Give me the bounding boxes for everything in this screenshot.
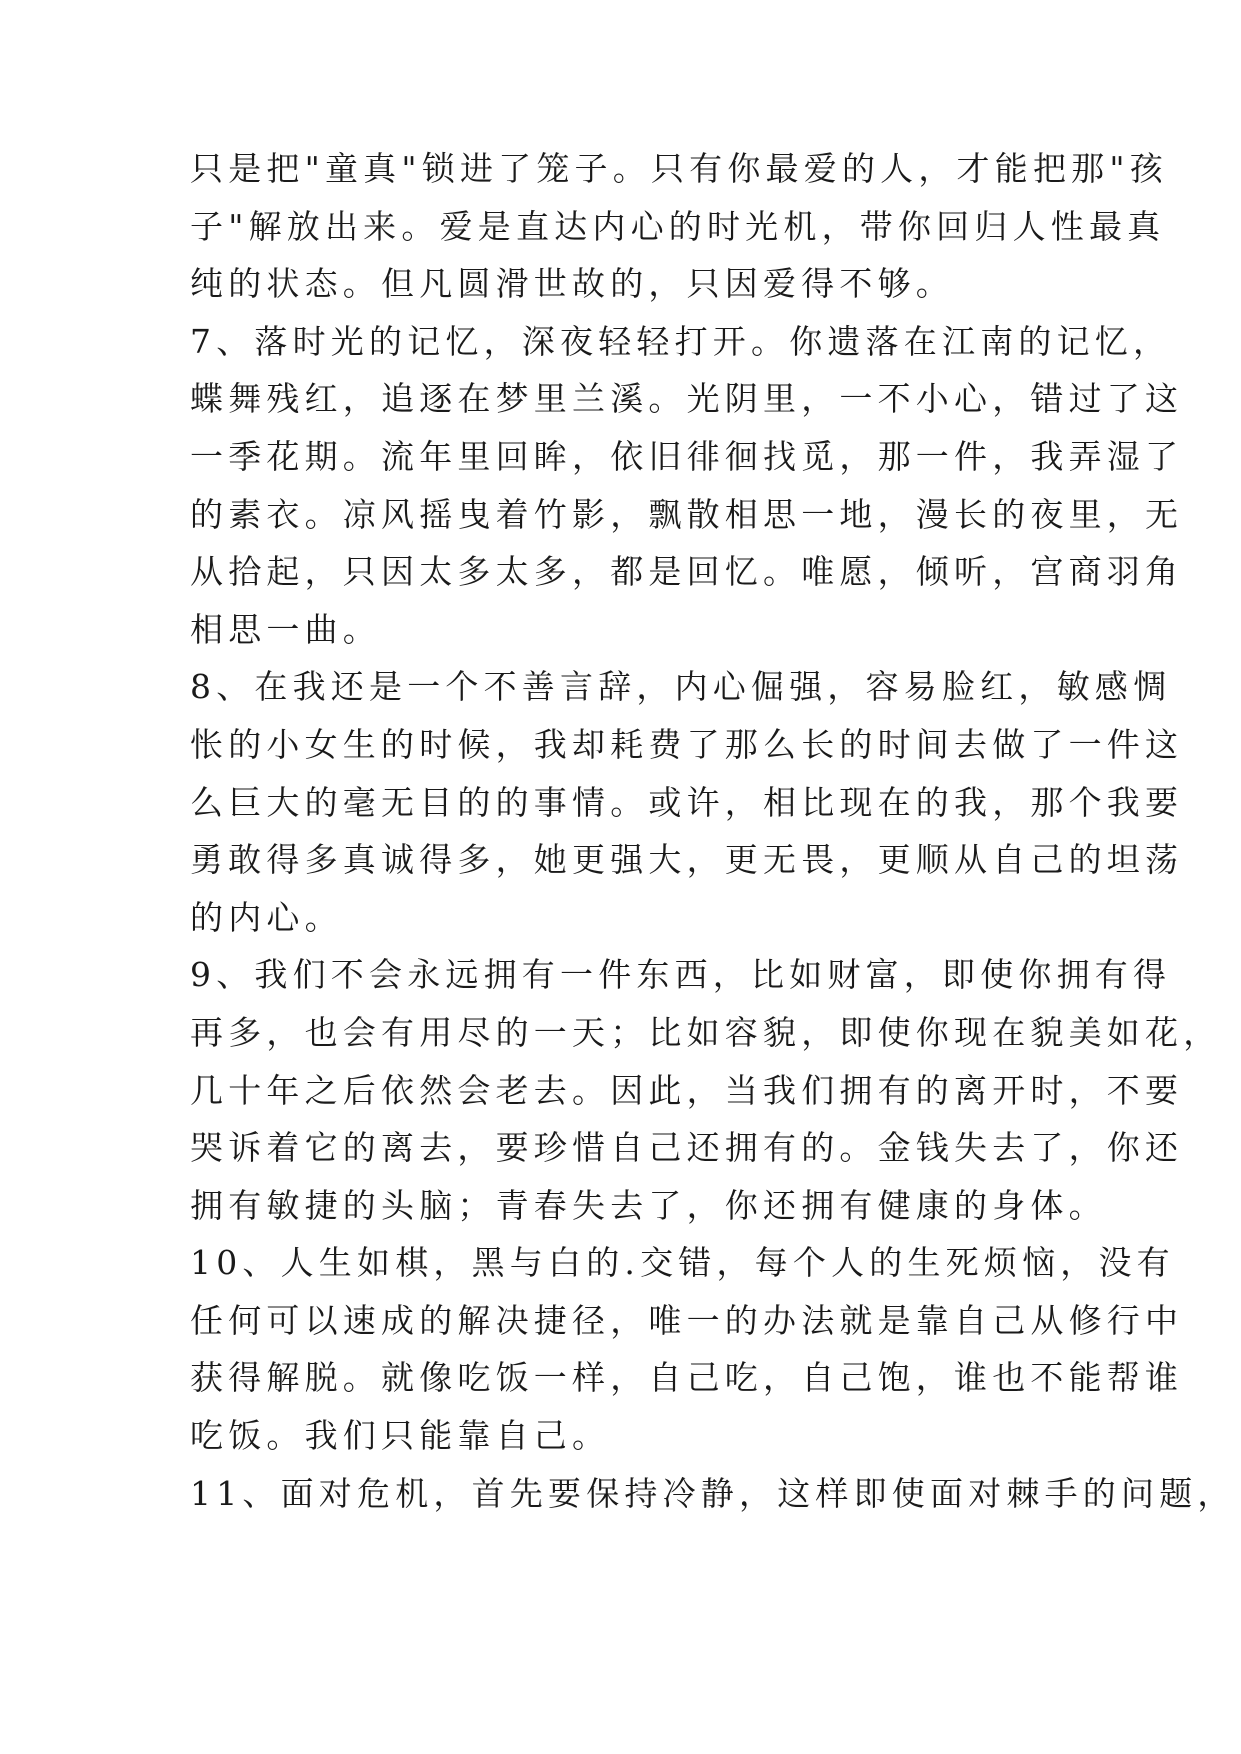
text-line: 再多，也会有用尽的一天；比如容貌，即使你现在貌美如花， <box>190 1012 1222 1052</box>
text-line: 8、在我还是一个不善言辞，内心倔强，容易脸红，敏感惆 <box>190 667 1172 707</box>
text-line: 的素衣。凉风摇曳着竹影，飘散相思一地，漫长的夜里，无 <box>190 494 1184 534</box>
text-line: 从拾起，只因太多太多，都是回忆。唯愿，倾听，宫商羽角 <box>190 552 1184 592</box>
text-line: 吃饭。我们只能靠自己。 <box>190 1416 611 1456</box>
text-line: 子"解放出来。爱是直达内心的时光机，带你回归人性最真 <box>190 206 1166 246</box>
text-line: 11、面对危机，首先要保持冷静，这样即使面对棘手的问题， <box>190 1473 1236 1513</box>
text-line: 勇敢得多真诚得多，她更强大，更无畏，更顺从自己的坦荡 <box>190 840 1184 880</box>
text-line: 哭诉着它的离去，要珍惜自己还拥有的。金钱失去了，你还 <box>190 1128 1184 1168</box>
text-line: 9、我们不会永远拥有一件东西，比如财富，即使你拥有得 <box>190 955 1172 995</box>
text-line: 蝶舞残红，追逐在梦里兰溪。光阴里，一不小心，错过了这 <box>190 379 1184 419</box>
text-line: 的内心。 <box>190 897 343 937</box>
text-line: 几十年之后依然会老去。因此，当我们拥有的离开时，不要 <box>190 1070 1184 1110</box>
text-line: 一季花期。流年里回眸，依旧徘徊找觅，那一件，我弄湿了 <box>190 436 1184 476</box>
text-line: 纯的状态。但凡圆滑世故的，只因爱得不够。 <box>190 264 954 304</box>
text-line: 相思一曲。 <box>190 609 381 649</box>
text-line: 获得解脱。就像吃饭一样，自己吃，自己饱，谁也不能帮谁 <box>190 1358 1184 1398</box>
text-line: 怅的小女生的时候，我却耗费了那么长的时间去做了一件这 <box>190 724 1184 764</box>
text-line: 么巨大的毫无目的的事情。或许，相比现在的我，那个我要 <box>190 782 1184 822</box>
text-line: 拥有敏捷的头脑；青春失去了，你还拥有健康的身体。 <box>190 1185 1107 1225</box>
text-line: 任何可以速成的解决捷径，唯一的办法就是靠自己从修行中 <box>190 1300 1184 1340</box>
text-line: 7、落时光的记忆，深夜轻轻打开。你遗落在江南的记忆， <box>190 321 1172 361</box>
text-line: 10、人生如棋，黑与白的.交错，每个人的生死烦恼，没有 <box>190 1243 1175 1283</box>
text-line: 只是把"童真"锁进了笼子。只有你最爱的人，才能把那"孩 <box>190 149 1168 188</box>
document-body <box>190 140 1236 1522</box>
